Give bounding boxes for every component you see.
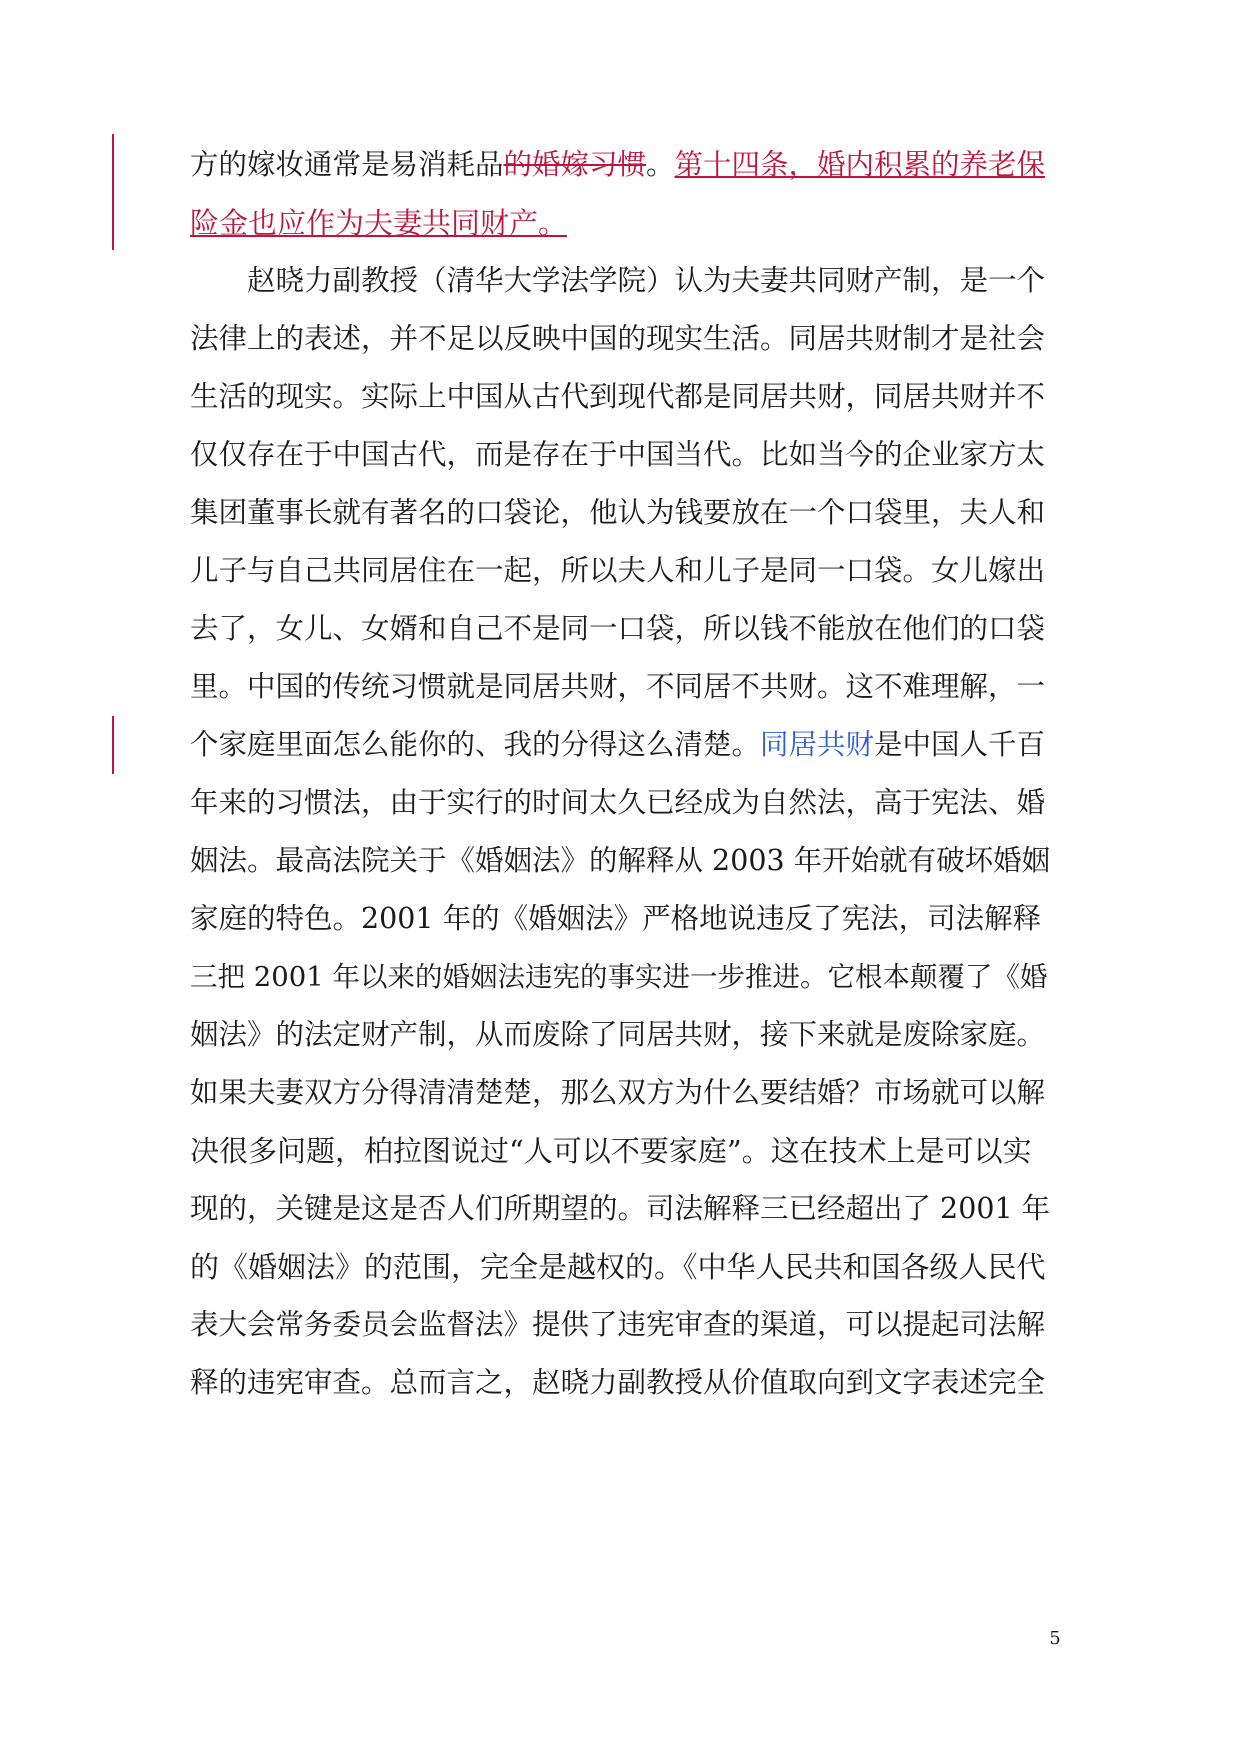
line-text: 里。中国的传统习惯就是同居共财，不同居不共财。这不难理解，一 bbox=[190, 670, 1046, 703]
line-text: 儿子与自己共同居住在一起，所以夫人和儿子是同一口袋。女儿嫁出 bbox=[190, 554, 1046, 587]
text-line bbox=[190, 365, 1050, 429]
text-line bbox=[190, 539, 1050, 603]
text-line bbox=[190, 1177, 1050, 1241]
line-text: 年来的习惯法，由于实行的时间太久已经成为自然法，高于宪法、婚 bbox=[190, 786, 1046, 819]
hyperlink-text[interactable]: 同居共财 bbox=[760, 728, 875, 761]
line-text: 集团董事长就有著名的口袋论，他认为钱要放在一个口袋里，夫人和 bbox=[190, 496, 1046, 529]
line-text: 个家庭里面怎么能你的、我的分得这么清楚。 bbox=[190, 728, 761, 761]
text-line bbox=[190, 945, 1050, 1009]
inserted-text: 险金也应作为夫妻共同财产。 bbox=[190, 206, 568, 240]
line-text: 生活的现实。实际上中国从古代到现代都是同居共财，同居共财并不 bbox=[190, 380, 1046, 413]
line-text: 家庭的特色。2001 年的《婚姻法》严格地说违反了宪法，司法解释 bbox=[190, 902, 1042, 935]
line-text: 。 bbox=[646, 148, 675, 181]
revision-change-bar bbox=[112, 716, 114, 774]
line-text: 仅仅存在于中国古代，而是存在于中国当代。比如当今的企业家方太 bbox=[190, 438, 1046, 471]
deleted-text: 的婚嫁习惯 bbox=[503, 148, 647, 181]
line-text: 是中国人千百 bbox=[874, 728, 1046, 761]
line-text: 决很多问题，柏拉图说过“人可以不要家庭”。这在技术上是可以实 bbox=[190, 1134, 1032, 1168]
text-line bbox=[190, 307, 1050, 371]
text-line bbox=[190, 1293, 1050, 1357]
line-text: 表大会常务委员会监督法》提供了违宪审查的渠道，可以提起司法解 bbox=[190, 1308, 1046, 1341]
text-line bbox=[190, 133, 1050, 197]
text-line bbox=[190, 1351, 1050, 1415]
line-text: 姻法》的法定财产制，从而废除了同居共财，接下来就是废除家庭。 bbox=[190, 1018, 1046, 1051]
line-text: 法律上的表述，并不足以反映中国的现实生活。同居共财制才是社会 bbox=[190, 322, 1046, 355]
line-text: 的《婚姻法》的范围，完全是越权的。《中华人民共和国各级人民代 bbox=[190, 1250, 1046, 1284]
text-line bbox=[190, 771, 1050, 835]
text-line bbox=[190, 887, 1050, 951]
text-line bbox=[190, 249, 1050, 313]
line-text: 现的，关键是这是否人们所期望的。司法解释三已经超出了 2001 年 bbox=[190, 1192, 1051, 1225]
line-text: 去了，女儿、女婿和自己不是同一口袋，所以钱不能放在他们的口袋 bbox=[190, 612, 1046, 645]
text-line bbox=[190, 713, 1050, 777]
line-text: 如果夫妻双方分得清清楚楚，那么双方为什么要结婚？市场就可以解 bbox=[190, 1076, 1046, 1109]
line-text: 释的违宪审查。总而言之，赵晓力副教授从价值取向到文字表述完全 bbox=[190, 1366, 1046, 1399]
text-line bbox=[190, 191, 1050, 255]
text-line bbox=[190, 655, 1050, 719]
page-number: 5 bbox=[1049, 1628, 1061, 1649]
line-text: 赵晓力副教授（清华大学法学院）认为夫妻共同财产制，是一个 bbox=[190, 264, 1046, 297]
line-text: 方的嫁妆通常是易消耗品 bbox=[190, 148, 504, 181]
text-line bbox=[190, 1061, 1050, 1125]
revision-change-bar bbox=[112, 134, 114, 250]
text-line bbox=[190, 481, 1050, 545]
text-line bbox=[190, 423, 1050, 487]
text-line bbox=[190, 597, 1050, 661]
text-line bbox=[190, 1235, 1050, 1299]
text-line bbox=[190, 1119, 1050, 1183]
line-text: 三把 2001 年以来的婚姻法违宪的事实进一步推进。它根本颠覆了《婚 bbox=[190, 961, 1048, 993]
text-line bbox=[190, 829, 1050, 893]
inserted-text: 第十四条，婚内积累的养老保 bbox=[674, 148, 1046, 181]
text-line bbox=[190, 1003, 1050, 1067]
line-text: 姻法。最高法院关于《婚姻法》的解释从 2003 年开始就有破坏婚姻 bbox=[190, 844, 1051, 877]
